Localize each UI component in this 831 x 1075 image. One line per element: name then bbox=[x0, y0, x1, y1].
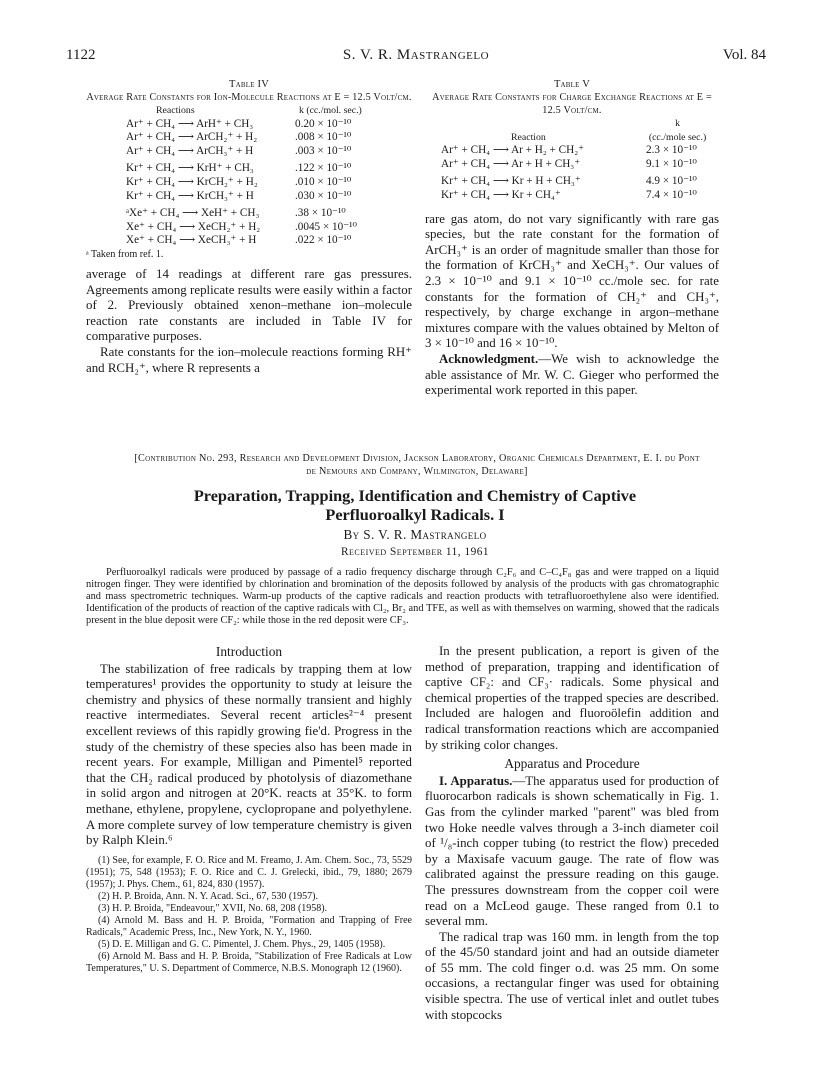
table4-footnote: ᵃ Taken from ref. 1. bbox=[86, 248, 164, 260]
table4-row bbox=[126, 176, 376, 190]
acknowledgment-paragraph bbox=[425, 352, 719, 399]
present-publication-paragraph: In the present publication, a report is given of the method of preparation, trapping and identification of captive CF₂: and CF₃· radicals. Some physical and chemical properties of the trapped species are described. Included are halogen and fluoroölefin addition and radical transformation reactions which are accompanied by striking color changes. bbox=[425, 644, 719, 752]
apparatus-column bbox=[425, 644, 719, 1023]
table5 bbox=[441, 117, 719, 203]
acknowledgment-text: —We wish to acknowledge the able assistance of Mr. W. C. Gieger who performed the experimental work reported in this paper. bbox=[425, 351, 719, 398]
table5-k-cell: 9.1 × 10⁻¹⁰ bbox=[646, 157, 697, 170]
table5-row bbox=[441, 144, 719, 158]
table4-row bbox=[126, 190, 376, 204]
received-date: Received September 11, 1961 bbox=[340, 546, 490, 558]
table4-row bbox=[126, 203, 376, 221]
table4-col-k: k (cc./mol. sec.) bbox=[298, 105, 362, 116]
table4-k-cell: .010 × 10⁻¹⁰ bbox=[294, 175, 352, 188]
table5-label: Table V bbox=[553, 79, 591, 90]
reference-item: (6) Arnold M. Bass and H. P. Broida, "Stabilization of Free Radicals at Low Temperatures," U. S. Department of Commerce, N.B.S. Monograph 12 (1960). bbox=[86, 950, 412, 974]
table5-reaction-cell: Ar⁺ + CH₄ ⟶ Ar + H + CH₃⁺ bbox=[441, 157, 581, 170]
reference-item: (3) H. P. Broida, "Endeavour," XVII, No. 68, 208 (1958). bbox=[98, 902, 328, 914]
reference-item: (2) H. P. Broida, Ann. N. Y. Acad. Sci., 67, 530 (1957). bbox=[98, 890, 318, 902]
apparatus-paragraph bbox=[425, 774, 719, 930]
table4-reaction-cell: ᵃXe⁺ + CH₄ ⟶ XeH⁺ + CH₃ bbox=[126, 207, 260, 220]
table4-reaction-cell: Ar⁺ + CH₄ ⟶ ArH⁺ + CH₃ bbox=[126, 117, 254, 130]
contribution-note: [Contribution No. 293, Research and Development Division, Jackson Laboratory, Organic Chemicals Department, E. I. du Pont de Nemours and Company, Wilmington, Delaware] bbox=[134, 453, 700, 477]
apparatus-subheading: I. Apparatus. bbox=[439, 773, 513, 788]
table4-col-reactions: Reactions bbox=[156, 105, 195, 116]
references bbox=[86, 855, 412, 975]
table5-col-units: (cc./mole sec.) bbox=[648, 131, 707, 143]
table4-k-cell: .022 × 10⁻¹⁰ bbox=[294, 234, 352, 247]
table5-col-k: k bbox=[675, 118, 680, 129]
table4-row bbox=[126, 158, 376, 176]
table4-reaction-cell: Ar⁺ + CH₄ ⟶ ArCH₃⁺ + H bbox=[126, 144, 254, 157]
table4-row bbox=[126, 131, 376, 145]
table5-row bbox=[441, 171, 719, 189]
apparatus-heading: Apparatus and Procedure bbox=[504, 756, 640, 772]
right-top-column bbox=[425, 78, 719, 399]
page-number: 1122 bbox=[66, 47, 96, 63]
volume-label: Vol. 84 bbox=[722, 47, 766, 63]
table5-caption bbox=[425, 78, 719, 117]
table4-k-cell: .008 × 10⁻¹⁰ bbox=[294, 131, 352, 144]
table4-k-cell: 0.20 × 10⁻¹⁰ bbox=[294, 117, 352, 130]
table4-body bbox=[126, 118, 376, 248]
table4-k-cell: .38 × 10⁻¹⁰ bbox=[294, 207, 346, 220]
table5-row bbox=[441, 189, 719, 203]
left-top-column bbox=[86, 78, 412, 376]
radical-trap-paragraph: The radical trap was 160 mm. in length from the top of the 45/50 standard joint and had an outside diameter of 55 mm. The cold finger o.d. was 25 mm. On some occasions, a rectangular finger was used for obtaining visible spectra. The use of vertical inlet and outlet tubes with stopcocks bbox=[425, 929, 719, 1022]
table4-reaction-cell: Xe⁺ + CH₄ ⟶ XeCH₃⁺ + H bbox=[126, 234, 257, 247]
table5-col-reaction: Reaction bbox=[511, 131, 546, 143]
left-top-paragraph-1: average of 14 readings at different rare gas pressures. Agreements among replicate results were easily within a factor of 2. Previously obtained xenon–methane ion–molecule reaction rate constants are included in Table IV for comparative purposes. bbox=[86, 266, 412, 344]
article-title: Preparation, Trapping, Identification and Chemistry of Captive Perfluoroalkyl Radicals. I bbox=[193, 486, 637, 524]
table4-k-cell: .003 × 10⁻¹⁰ bbox=[294, 144, 352, 157]
table4-reaction-cell: Kr⁺ + CH₄ ⟶ KrH⁺ + CH₃ bbox=[126, 162, 254, 175]
table5-reaction-cell: Kr⁺ + CH₄ ⟶ Kr + CH₄⁺ bbox=[441, 188, 561, 201]
table4-k-cell: .122 × 10⁻¹⁰ bbox=[294, 162, 352, 175]
table5-k-cell: 7.4 × 10⁻¹⁰ bbox=[646, 188, 697, 201]
left-top-paragraph-2: Rate constants for the ion–molecule reactions forming RH⁺ and RCH₂⁺, where R represents a bbox=[86, 344, 412, 375]
table5-body bbox=[441, 144, 719, 202]
table5-reaction-cell: Kr⁺ + CH₄ ⟶ Kr + H + CH₃⁺ bbox=[441, 175, 581, 188]
right-top-paragraph-1: rare gas atom, do not vary significantly with rare gas species, but the rate constant for the formation of ArCH₃⁺ is an order of magnitude smaller than those for the formation of KrCH₃⁺ and XeCH₃⁺. Our values of 2.3 × 10⁻¹⁰ and 9.1 × 10⁻¹⁰ cc./mole sec. for rate constants for the formation of CH₂⁺ and CH₃⁺, respectively, by charge exchange in argon–methane mixtures compare with the values obtained by Melton of 3 × 10⁻¹⁰ and 16 × 10⁻¹⁰. bbox=[425, 211, 719, 351]
table5-row bbox=[441, 158, 719, 172]
introduction-heading: Introduction bbox=[215, 644, 283, 659]
reference-item: (5) D. E. Milligan and G. C. Pimentel, J. Chem. Phys., 29, 1405 (1958). bbox=[98, 938, 386, 950]
acknowledgment-heading: Acknowledgment. bbox=[439, 351, 539, 366]
table4-row bbox=[126, 145, 376, 159]
table4-k-cell: .030 × 10⁻¹⁰ bbox=[294, 189, 352, 202]
table4-reaction-cell: Kr⁺ + CH₄ ⟶ KrCH₃⁺ + H bbox=[126, 189, 254, 202]
apparatus-text: —The apparatus used for production of fluorocarbon radicals is shown schematically in Fig. 1. Gas from the cylinder marked "parent" was bled from two Hoke needle valves through a 3-inch diameter coil of ¹/₈-inch copper tubing (to restrict the flow) preceded by a Maxisafe vacuum gauge. The rate of flow was calibrated against the pressure reading on this gauge. The pressures downstream from the copper coil were read on a McLeod gauge. These ranged from 0.1 to several mm. bbox=[425, 773, 719, 929]
running-author: S. V. R. Mastrangelo bbox=[342, 47, 490, 63]
introduction-paragraph-1: The stabilization of free radicals by trapping them at low temperatures¹ provides the opportunity to study at leisure the chemistry and physics of these normally transient and highly reactive intermediates. Several recent articles²⁻⁴ present excellent reviews of this rapidly growing fie'd. Progress in the study of the chemistry of these species also has been made in recent years. For example, Milligan and Pimentel⁵ reported that the CH₂ radical produced by photolysis of diazomethane in solid argon and nitrogen at 20°K. reacts at 35°K. to form methane, ethylene, propylene, cyclopropane and polyethylene. A more complete survey of low temperature chemistry is given by Ralph Klein.⁶ bbox=[86, 661, 412, 848]
abstract: Perfluoroalkyl radicals were produced by passage of a radio frequency discharge through C₂F₆ and C–C₄F₈ gas and were trapped on a liquid nitrogen finger. They were identified by chlorination and bromination of the deposits followed by analysis of the products with gas chromatographic and mass spectrometric techniques. Warm-up products of the captive radicals and reaction products with tetrafluoroethylene also were identified. Identification of the products of reaction of the captive radicals with Cl₂, Br₂ and TFE, as well as with themselves on warming, showed that the radicals present in the blue deposit were CF₂: while those in the red deposit were CF₃. bbox=[86, 567, 719, 626]
table5-reaction-cell: Ar⁺ + CH₄ ⟶ Ar + H₂ + CH₂⁺ bbox=[441, 144, 585, 157]
table4-reaction-cell: Ar⁺ + CH₄ ⟶ ArCH₂⁺ + H₂ bbox=[126, 131, 258, 144]
table4-label: Table IV bbox=[229, 79, 269, 90]
reference-item: (4) Arnold M. Bass and H. P. Broida, "Formation and Trapping of Free Radicals," Academic Press, Inc., New York, N. Y., 1960. bbox=[86, 914, 412, 938]
table4-reaction-cell: Xe⁺ + CH₄ ⟶ XeCH₂⁺ + H₂ bbox=[126, 220, 261, 233]
table4-title: Average Rate Constants for Ion-Molecule Reactions at E = 12.5 Volt/cm. bbox=[86, 92, 412, 103]
table4-k-cell: .0045 × 10⁻¹⁰ bbox=[294, 220, 357, 233]
table4-row bbox=[126, 234, 376, 248]
table4-reaction-cell: Kr⁺ + CH₄ ⟶ KrCH₂⁺ + H₂ bbox=[126, 175, 258, 188]
table5-k-cell: 2.3 × 10⁻¹⁰ bbox=[646, 144, 697, 157]
table4-row bbox=[126, 221, 376, 235]
table4 bbox=[126, 104, 376, 248]
running-header bbox=[66, 47, 766, 69]
table4-caption bbox=[86, 78, 412, 104]
table4-row bbox=[126, 118, 376, 132]
table5-k-cell: 4.9 × 10⁻¹⁰ bbox=[646, 175, 697, 188]
reference-item: (1) See, for example, F. O. Rice and M. Freamo, J. Am. Chem. Soc., 73, 5529 (1951); 75, 548 (1953); F. O. Rice and C. J. Grelecki, ibid., 79, 1880; 2679 (1957); J. Phys. Chem., 61, 824, 830 (1957). bbox=[86, 854, 412, 890]
introduction-column bbox=[86, 644, 412, 975]
article-byline: By S. V. R. Mastrangelo bbox=[343, 527, 487, 542]
table5-title: Average Rate Constants for Charge Exchange Reactions at E = 12.5 Volt/cm. bbox=[432, 92, 712, 116]
